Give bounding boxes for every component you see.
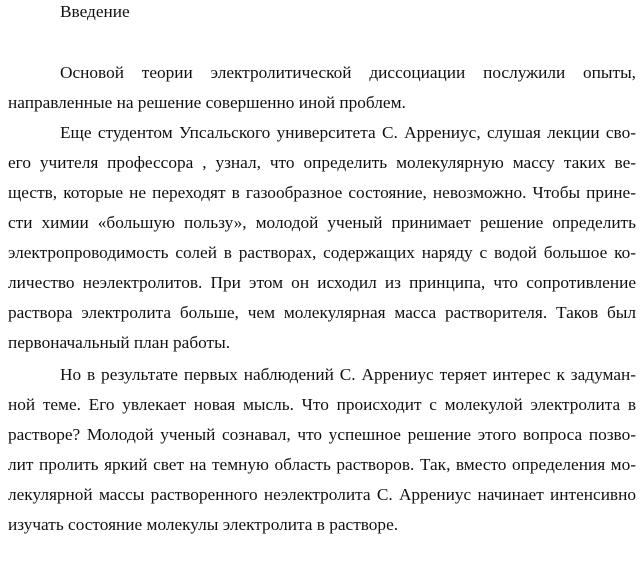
paragraph-2-line-8: первоначальный план работы.: [8, 333, 231, 352]
paragraph-2-line-2: его учителя профессора , узнал, что определить молекулярную массу таких ве-: [8, 153, 636, 172]
paragraph-2-line-6: личество неэлектролитов. При этом он исходил из принципа, что сопротивление: [8, 273, 636, 292]
paragraph-2-line-5: электропроводимость солей в растворах, содержащих наряду с водой большое ко-: [8, 243, 636, 262]
paragraph-3-line-1: Но в результате первых наблюдений С. Аррениус теряет интерес к задуман-: [60, 365, 636, 384]
paragraph-3-line-5: лекулярной массы растворенного неэлектролита С. Аррениус начинает интенсивно: [8, 485, 636, 504]
paragraph-3-line-6: изучать состояние молекулы электролита в растворе.: [8, 515, 399, 534]
paragraph-1-line-1: Основой теории электролитической диссоциации послужили опыты,: [60, 63, 636, 82]
paragraph-3-line-2: ной теме. Его увлекает новая мысль. Что происходит с молекулой электролита в: [8, 395, 636, 414]
paragraph-1-line-2: направленные на решение совершенно иной проблем.: [8, 93, 406, 112]
paragraph-2-line-4: сти химии «большую пользу», молодой ученый принимает решение определить: [8, 213, 636, 232]
paragraph-2-line-1: Еще студентом Упсальского университета С. Аррениус, слушая лекции сво-: [60, 123, 636, 142]
section-heading: Введение: [60, 2, 130, 21]
paragraph-3-line-3: растворе? Молодой ученый сознавал, что успешное решение этого вопроса позво-: [8, 425, 636, 444]
paragraph-2-line-7: раствора электролита больше, чем молекулярная масса растворителя. Таков был: [8, 303, 636, 322]
paragraph-2-line-3: ществ, которые не переходят в газообразное состояние, невозможно. Чтобы прине-: [8, 183, 636, 202]
paragraph-3-line-4: лит пролить яркий свет на темную область растворов. Так, вместо определения мо-: [8, 455, 636, 474]
